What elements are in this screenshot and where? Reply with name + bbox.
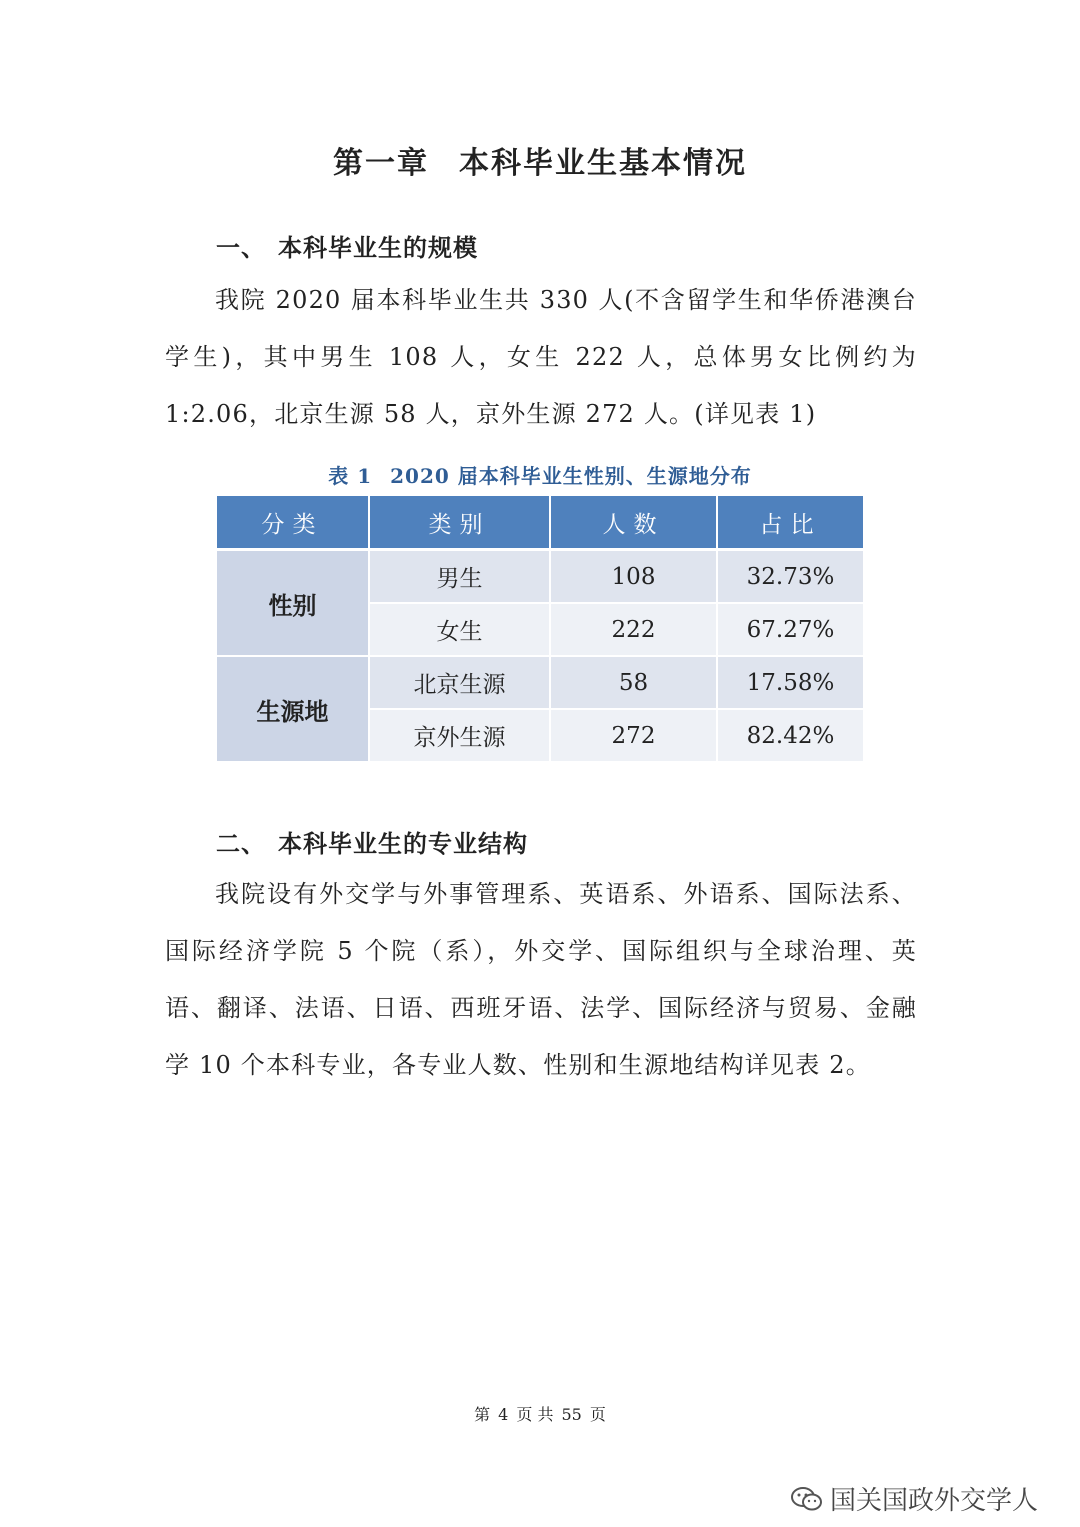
watermark bbox=[790, 1480, 1038, 1517]
section-heading-1 bbox=[216, 228, 478, 263]
chapter-number: 第一章 bbox=[333, 146, 429, 181]
table-caption bbox=[0, 460, 1080, 489]
paragraph-majors: 我院设有外交学与外事管理系、英语系、外语系、国际法系、国际经济学院 5 个院（系），外交学、国际组织与全球治理、英语、翻译、法语、日语、西班牙语、法学、国际经济与贸易、金融学 10 个本科专业，各专业人数、性别和生源地结构详见表 2。 bbox=[165, 880, 917, 1079]
row-label: 男生 bbox=[369, 550, 550, 604]
header-type: 类别 bbox=[369, 496, 550, 550]
page-mid: 页 共 bbox=[516, 1405, 554, 1424]
page-number-footer bbox=[0, 1402, 1080, 1425]
table-header-row bbox=[217, 496, 863, 550]
row-ratio: 17.58% bbox=[717, 656, 863, 709]
row-ratio: 82.42% bbox=[717, 709, 863, 762]
table-caption-number: 表 1 bbox=[328, 464, 373, 488]
row-ratio: 32.73% bbox=[717, 550, 863, 604]
page-prefix: 第 bbox=[474, 1405, 491, 1424]
distribution-table bbox=[217, 496, 863, 763]
row-count: 58 bbox=[550, 656, 717, 709]
row-label: 北京生源 bbox=[369, 656, 550, 709]
header-ratio: 占比 bbox=[717, 496, 863, 550]
watermark-text: 国关国政外交学人 bbox=[830, 1485, 1039, 1515]
group-name: 生源地 bbox=[217, 656, 369, 762]
chapter-title-text: 本科毕业生基本情况 bbox=[459, 146, 747, 181]
chapter-title bbox=[0, 138, 1080, 182]
table-row bbox=[217, 550, 863, 604]
header-category: 分类 bbox=[217, 496, 369, 550]
paragraph-scale: 我院 2020 届本科毕业生共 330 人(不含留学生和华侨港澳台学生)，其中男生 108 人，女生 222 人，总体男女比例约为 1:2.06，北京生源 58 人，京外生源 272 人。(详见表 1) bbox=[165, 286, 917, 428]
page-suffix: 页 bbox=[589, 1405, 606, 1424]
group-name: 性别 bbox=[217, 550, 369, 657]
section-heading-2 bbox=[216, 824, 528, 859]
page-total: 55 bbox=[561, 1405, 582, 1424]
row-count: 272 bbox=[550, 709, 717, 762]
header-count: 人数 bbox=[550, 496, 717, 550]
row-count: 108 bbox=[550, 550, 717, 604]
row-ratio: 67.27% bbox=[717, 603, 863, 656]
table-caption-title: 2020 届本科毕业生性别、生源地分布 bbox=[390, 464, 752, 488]
section-number: 二、 bbox=[216, 829, 266, 858]
row-label: 京外生源 bbox=[369, 709, 550, 762]
page-current: 4 bbox=[498, 1405, 509, 1424]
row-label: 女生 bbox=[369, 603, 550, 656]
table-row bbox=[217, 656, 863, 709]
section-title: 本科毕业生的规模 bbox=[278, 233, 478, 262]
section-number: 一、 bbox=[216, 233, 266, 262]
section-title: 本科毕业生的专业结构 bbox=[278, 829, 528, 858]
wechat-icon bbox=[790, 1486, 824, 1512]
row-count: 222 bbox=[550, 603, 717, 656]
